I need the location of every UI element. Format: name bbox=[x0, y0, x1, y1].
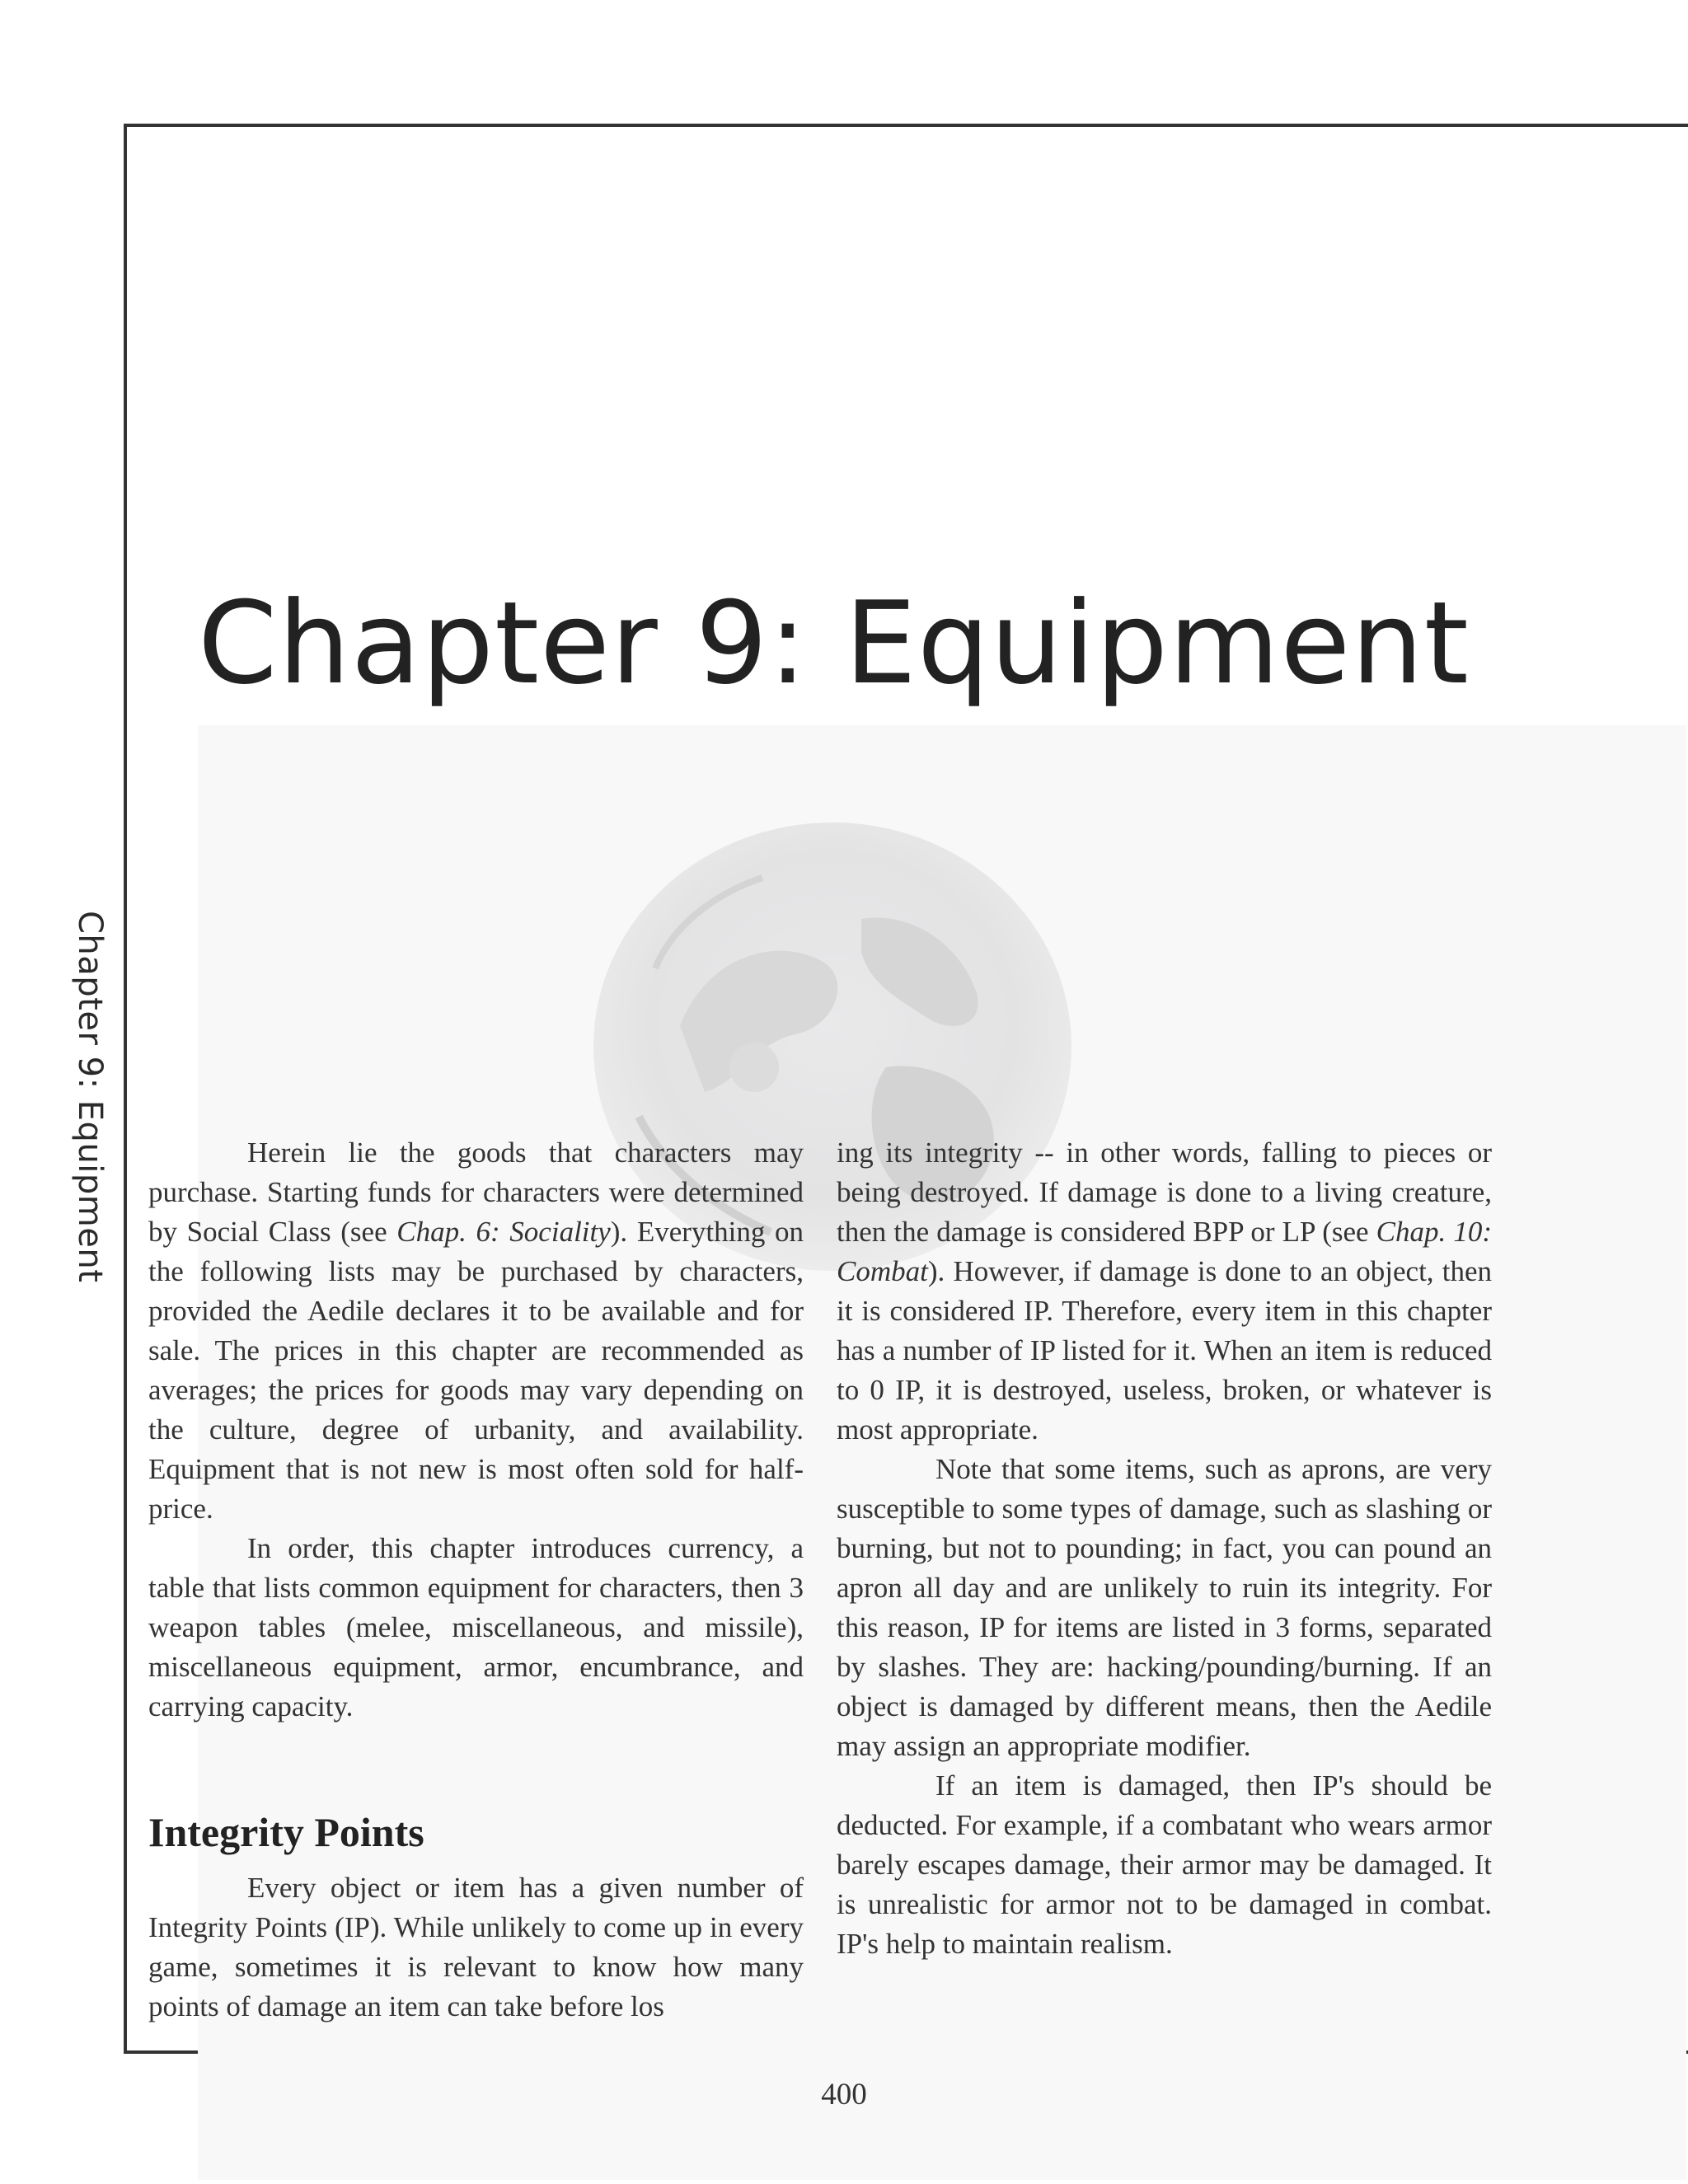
chapter-title: Chapter 9: Equipment bbox=[198, 577, 1470, 710]
integrity-paragraph-1: Every object or item has a given number of Integrity Points (IP). While unlikely to come up in every game, sometimes it is relevant to know how many points of damage an item can take before los bbox=[148, 1872, 804, 2022]
right-column bbox=[837, 1133, 1492, 1964]
intro-paragraph-2: In order, this chapter introduces currency, a table that lists common equipment for characters, then 3 weapon tables (melee, miscellaneous, and missile), miscellaneous equipment, armor, encumbrance, and carrying capacity. bbox=[148, 1532, 804, 1722]
left-column bbox=[148, 1133, 804, 2027]
integrity-paragraph-3: If an item is damaged, then IP's should be deducted. For example, if a combatant who wears armor barely escapes damage, their armor may be damaged. It is unrealistic for armor not to be damaged in combat. IP's help to maintain realism. bbox=[837, 1769, 1492, 1960]
chapter-reference: Chap. 6: Sociality bbox=[396, 1216, 611, 1248]
integrity-paragraph-1-continued: ing its integrity -- in other words, falling to pieces or being destroyed. If damage is done to a living creature, then the damage is considered BPP or LP (see Chap. 10: Combat). However, if damage is done to an object, then it is considered IP. Therefore, every item in this chapter has a number of IP listed for it. When an item is reduced to 0 IP, it is destroyed, useless, broken, or whatever is most appropriate. bbox=[837, 1137, 1492, 1446]
chapter-reference: Chap. 10: Combat bbox=[837, 1216, 1492, 1287]
integrity-paragraph-2: Note that some items, such as aprons, are very susceptible to some types of damage, such as slashing or burning, but not to pounding; in fact, you can pound an apron all day and are unlikely to ruin its integrity. For this reason, IP for items are listed in 3 forms, separated by slashes. They are: hacking/pounding/burning. If an object is damaged by different means, then the Aedile may assign an appropriate modifier. bbox=[837, 1453, 1492, 1762]
page-number: 400 bbox=[821, 2078, 867, 2111]
section-heading-integrity-points: Integrity Points bbox=[148, 1809, 424, 1855]
intro-paragraph-1: Herein lie the goods that characters may purchase. Starting funds for characters were determined by Social Class (see Chap. 6: Sociality). Everything on the following lists may be purchased by characters, provided the Aedile declares it to be available and for sale. The prices in this chapter are recommended as averages; the prices for goods may vary depending on the culture, degree of urbanity, and availability. Equipment that is not new is most often sold for half-price. bbox=[148, 1137, 804, 1525]
side-chapter-title: Chapter 9: Equipment bbox=[71, 911, 109, 1283]
